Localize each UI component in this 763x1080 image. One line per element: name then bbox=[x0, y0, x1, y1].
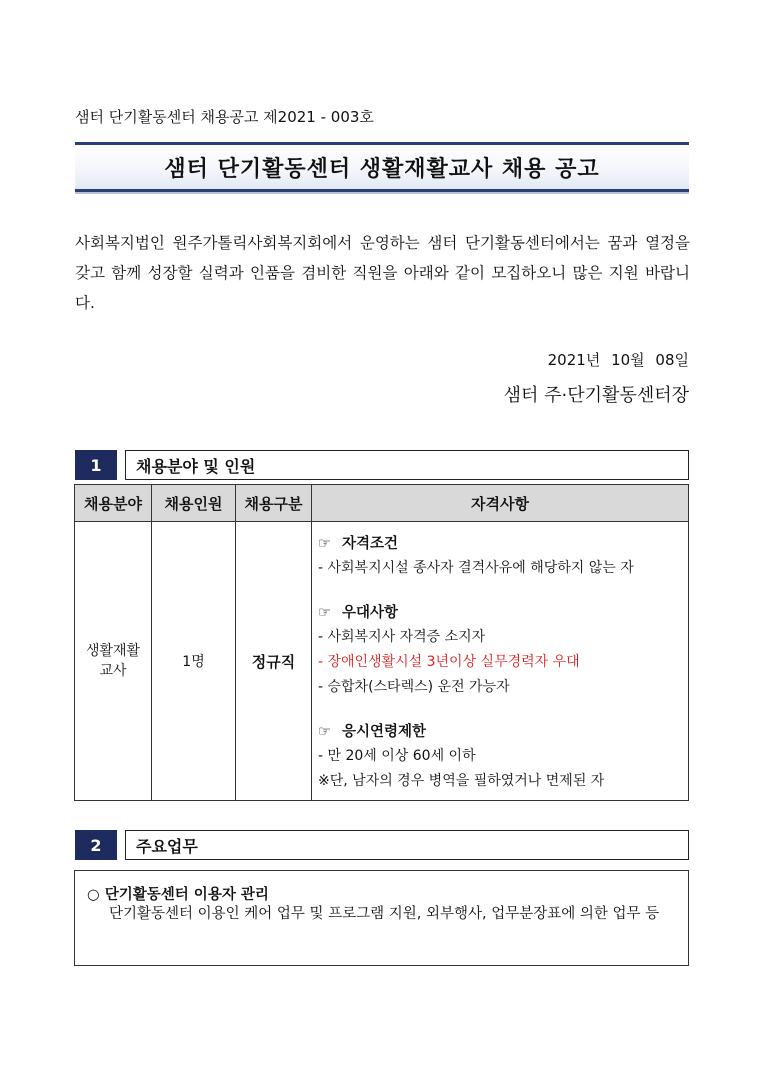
preferences-title: 우대사항 bbox=[342, 605, 399, 621]
qualification-conditions-heading bbox=[318, 532, 682, 556]
page-title: 샘터 단기활동센터 생활재활교사 채용 공고 bbox=[164, 156, 600, 182]
section-2-title: 주요업무 bbox=[125, 830, 689, 860]
duty-description: 단기활동센터 이용인 케어 업무 및 프로그램 지원, 외부행사, 업무분장표에 의한 업무 등 bbox=[109, 906, 660, 922]
table-header-row bbox=[75, 485, 689, 522]
preference-line: - 승합차(스타렉스) 운전 가능자 bbox=[318, 679, 510, 695]
section-1-title: 채용분야 및 인원 bbox=[125, 450, 689, 480]
header-qualifications: 자격사항 bbox=[312, 485, 689, 522]
preferences-heading bbox=[318, 601, 682, 625]
signer: 샘터 주·단기활동센터장 bbox=[503, 385, 689, 406]
title-banner bbox=[75, 142, 689, 192]
intro-paragraph: 사회복지법인 원주가톨릭사회복지회에서 운영하는 샘터 단기활동센터에서는 꿈과 열정을 갖고 함께 성장할 실력과 인품을 겸비한 직원을 아래와 같이 모집하오니 많은 지원 바랍니다. bbox=[75, 234, 690, 312]
field-value: 생활재활교사 bbox=[85, 643, 141, 679]
section-2-header bbox=[75, 830, 689, 860]
header-count: 채용인원 bbox=[152, 485, 236, 522]
section-1-header bbox=[75, 450, 689, 480]
cell-qualifications bbox=[312, 522, 689, 801]
pointing-hand-icon: ☞ bbox=[318, 536, 331, 552]
duty-title: 단기활동센터 이용자 관리 bbox=[104, 887, 269, 903]
preference-line-highlight: - 장애인생활시설 3년이상 실무경력자 우대 bbox=[318, 654, 580, 670]
age-limit-line: - 만 20세 이상 60세 이하 bbox=[318, 748, 476, 764]
preference-line: - 사회복지사 자격증 소지자 bbox=[318, 629, 486, 645]
table-row bbox=[75, 522, 689, 801]
circle-bullet-icon: ○ bbox=[87, 887, 100, 903]
header-field: 채용분야 bbox=[75, 485, 152, 522]
age-limit-title: 응시연령제한 bbox=[342, 724, 427, 740]
duty-heading bbox=[87, 883, 269, 904]
cell-type: 정규직 bbox=[236, 522, 312, 801]
notice-number: 샘터 단기활동센터 채용공고 제2021 - 003호 bbox=[75, 108, 374, 126]
pointing-hand-icon: ☞ bbox=[318, 605, 331, 621]
recruitment-table bbox=[74, 484, 689, 801]
notice-date: 2021년 10월 08일 bbox=[547, 351, 689, 369]
cell-field bbox=[75, 522, 152, 801]
header-type: 채용구분 bbox=[236, 485, 312, 522]
age-limit-heading bbox=[318, 720, 682, 744]
section-1-number: 1 bbox=[75, 450, 117, 480]
age-limit-note: ※단, 남자의 경우 병역을 필하였거나 면제된 자 bbox=[318, 773, 605, 789]
pointing-hand-icon: ☞ bbox=[318, 724, 331, 740]
section-2-number: 2 bbox=[75, 830, 117, 860]
cell-count: 1명 bbox=[152, 522, 236, 801]
condition-line: - 사회복지시설 종사자 결격사유에 해당하지 않는 자 bbox=[318, 560, 634, 576]
conditions-title: 자격조건 bbox=[342, 536, 399, 552]
duties-box bbox=[74, 870, 689, 966]
